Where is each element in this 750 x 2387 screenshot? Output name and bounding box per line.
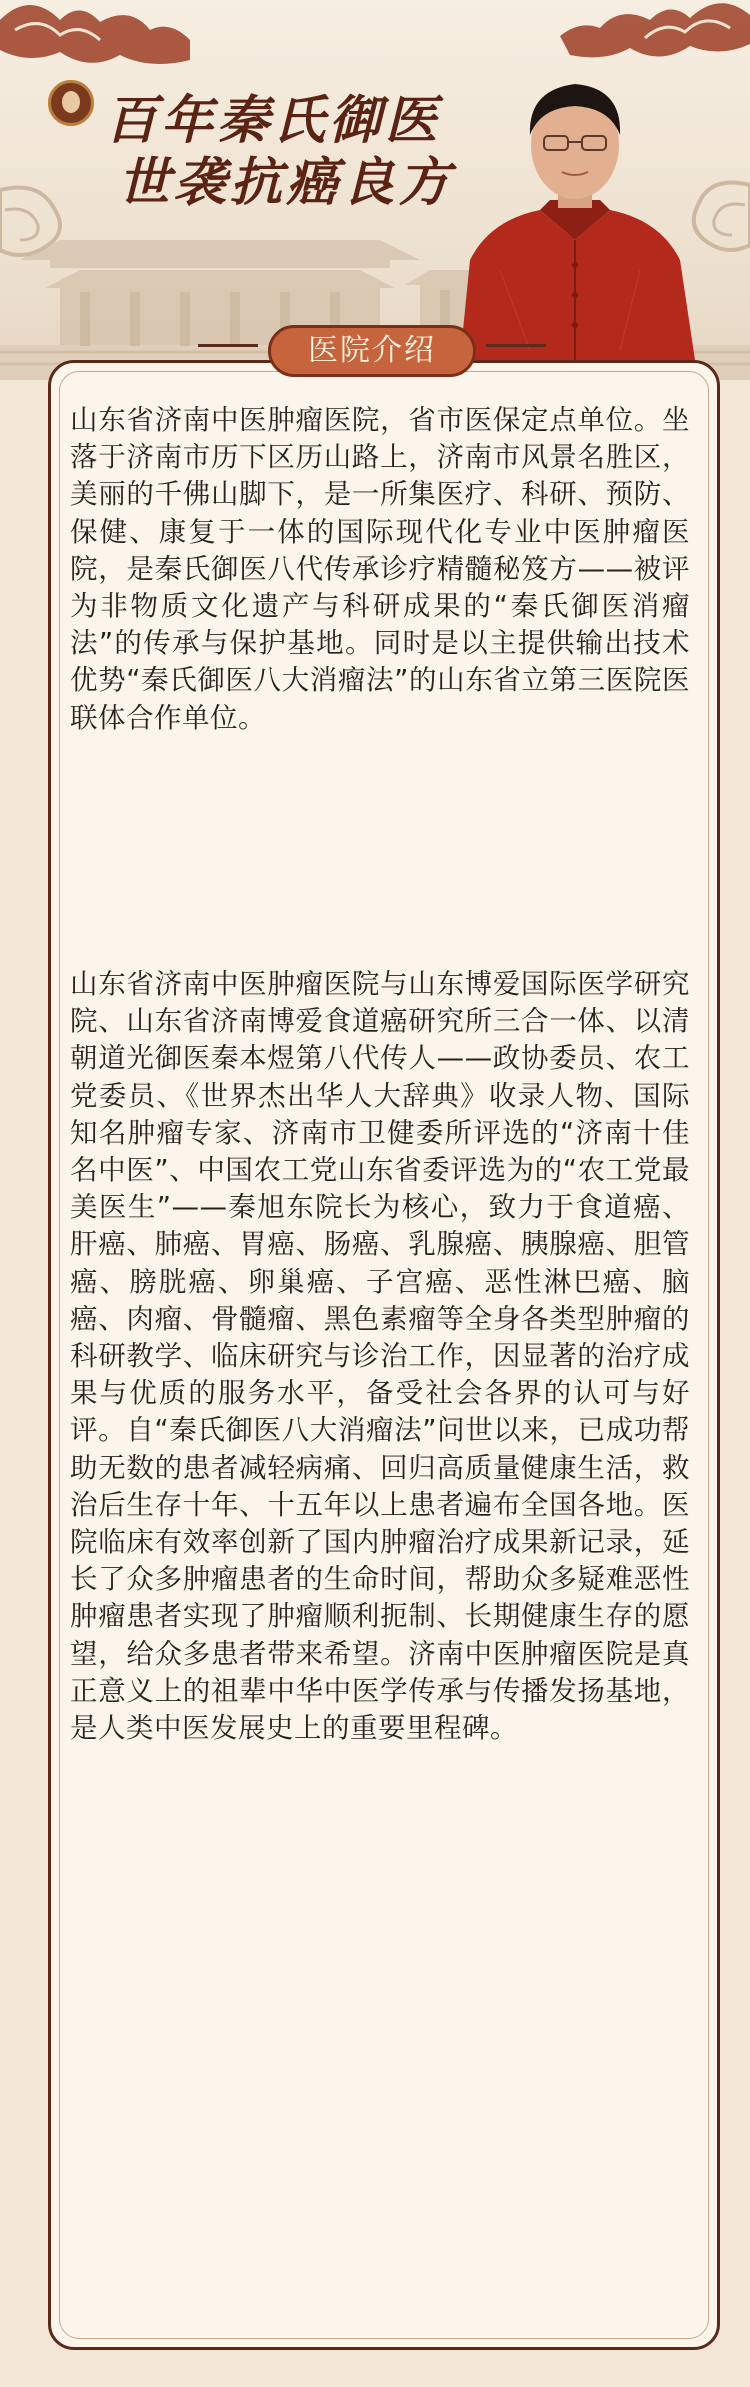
header-banner: [0, 0, 750, 380]
intro-paragraph-2: 山东省济南中医肿瘤医院与山东博爱国际医学研究院、山东省济南博爱食道癌研究所三合一体、以清朝道光御医秦本煜第八代传人——政协委员、农工党委员、《世界杰出华人大辞典》收录人物、国际知名肿瘤专家、济南市卫健委所评选的“济南十佳名中医”、中国农工党山东省委评选为的“农工党最美医生”——秦旭东院长为核心，致力于食道癌、肝癌、肺癌、胃癌、肠癌、乳腺癌、胰腺癌、胆管癌、膀胱癌、卵巢癌、子宫癌、恶性淋巴癌、脑癌、肉瘤、骨髓瘤、黑色素瘤等全身各类型肿瘤的科研教学、临床研究与诊治工作，因显著的治疗成果与优质的服务水平，备受社会各界的认可与好评。自“秦氏御医八大消瘤法”问世以来，已成功帮助无数的患者减轻病痛、回归高质量健康生活，救治后生存十年、十五年以上患者遍布全国各地。医院临床有效率创新了国内肿瘤治疗成果新记录，延长了众多肿瘤患者的生命时间，帮助众多疑难恶性肿瘤患者实现了肿瘤顺利扼制、长期健康生存的愿望，给众多患者带来希望。济南中医肿瘤医院是真正意义上的祖辈中华中医学传承与传播发扬基地，是人类中医发展史上的重要里程碑。: [70, 968, 690, 1745]
tab-divider-right: [486, 344, 546, 347]
cloud-ornament-icon: [0, 0, 200, 80]
slogan-line-1: 百年秦氏御医: [105, 90, 442, 151]
doctor-portrait: [440, 50, 710, 360]
intro-paragraph-1: 山东省济南中医肿瘤医院，省市医保定点单位。坐落于济南市历下区历山路上，济南市风景名胜区，美丽的千佛山脚下，是一所集医疗、科研、预防、保健、康复于一体的国际现代化专业中医肿瘤医院，是秦氏御医八代传承诊疗精髓秘笈方——被评为非物质文化遗产与科研成果的“秦氏御医消瘤法”的传承与保护基地。同时是以主提供输出技术优势“秦氏御医八大消瘤法”的山东省立第三医院医联体合作单位。: [70, 404, 690, 734]
tab-divider-left: [198, 344, 258, 347]
cloud-ornament-icon: [0, 180, 70, 270]
emblem-seal-icon: [48, 80, 94, 126]
section-title-tab: 医院介绍: [268, 325, 476, 377]
slogan-line-2: 世袭抗癌良方: [118, 152, 455, 213]
